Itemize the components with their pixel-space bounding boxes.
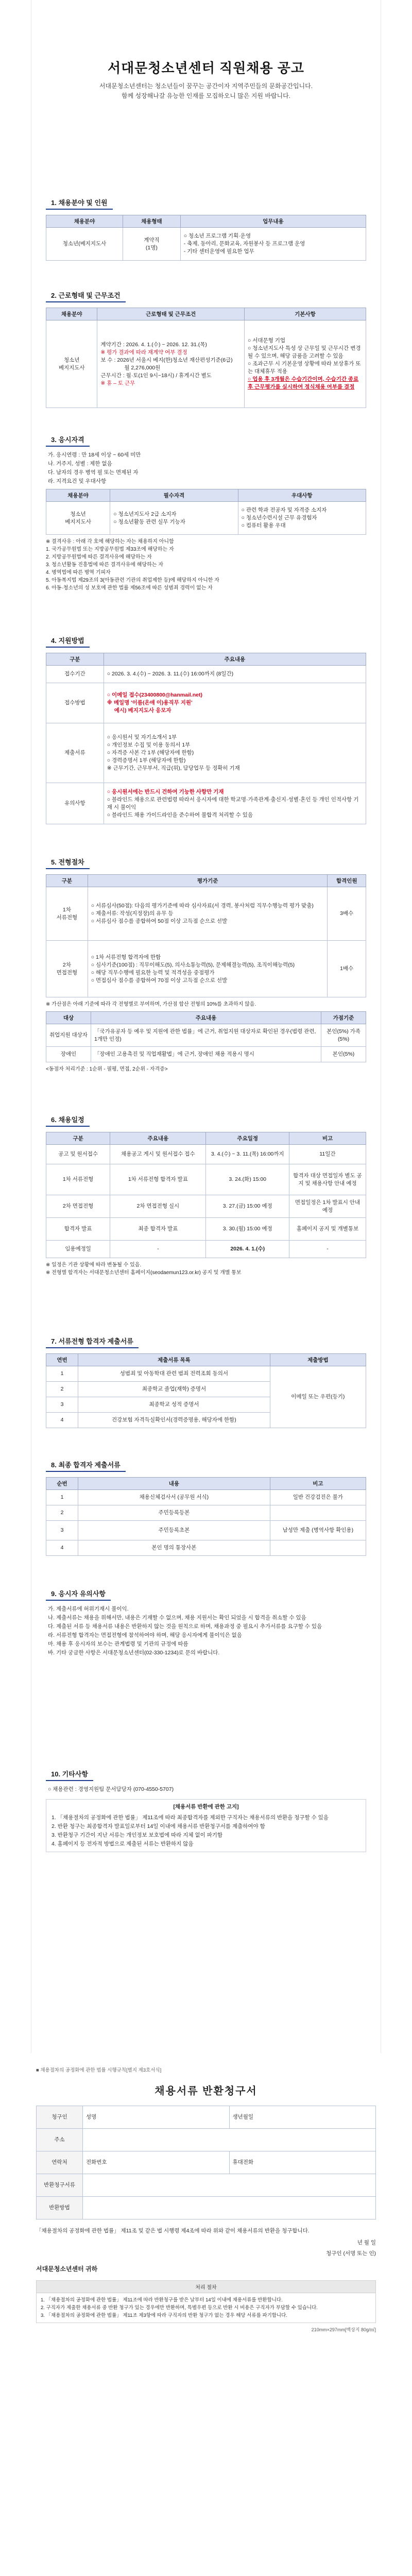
section-etc: 10. 기타사항 ○ 채용관련 : 경영지원팀 문서담당자 (070-4550-5707) [채용서류 반환에 관한 고지] 1. 「채용절차의 공정화에 관한 법률」 제11조에 따라 최종합격자를 제외한 구직자는 채용서류의 반환을 청구할 수 있음 2. 반환 청구는 최종합격자 발표일로부터 14일 이내에 채용서류 반환청구서를 제출하여야 함 3. 반환청구 기간이 지난 서류는 개인정보 보호법에 따라 지체 없이 파기함 4. 홈페이지 등 전자적 방법으로 제출된 서류는 반환하지 않음 <box>46 1767 366 1852</box>
section-cautions: 9. 응시자 유의사항 가. 제출서류에 허위기재시 불이익. 나. 제출서류는 채용을 위해서만, 내용은 기재할 수 없으며, 채용 지원서는 확인 되었을 시 합격을 취소할 수 있음 다. 제출된 서류 등 채용서류 내용은 반환하지 않는 것을 원칙으로 하며, 채용과정 중 필요시 추가서류를 요구할 수 있음 라. 서류전형 합격자는 면접전형에 참석하여야 하며, 해당 응시자에게 불이익은 없음 마. 채용 후 응시자의 보수는 관계법령 및 기관의 규정에 따름 바. 기타 궁금한 사항은 서대문청소년센터(02-330-1234)로 문의 바랍니다. <box>46 1587 366 1657</box>
intro-text: 서대문청소년센터는 청소년들이 꿈꾸는 공간이자 지역주민들의 문화공간입니다. 함께 성장해나갈 유능한 인재를 모집하오니 많은 지원 바랍니다. <box>99 82 313 99</box>
table-row: 공고 및 원서접수 채용공고 게시 및 원서접수 접수 3. 4.(수) ~ 3. 11.(목) 16:00까지 11일간 <box>46 1145 366 1164</box>
form-title: 채용서류 반환청구서 <box>154 2086 258 2097</box>
notice-sheet <box>31 0 381 2053</box>
disqualification-notes: ※ 결격사유 : 아래 각 호에 해당하는 자는 채용하지 아니함 1. 국가공무원법 또는 지방공무원법 제33조에 해당하는 자 2. 지방공무원법에 따른 결격사유에 해당하는 자 3. 청소년활동 진흥법에 따른 결격사유에 해당하는 자 4. 병역법에 따른 병역 기피자 5. 아동복지법 제29조의 3(아동관련 기관의 취업제한 등)에 해당하지 아니한 자 6. 아동·청소년의 성 보호에 관한 법률 제56조에 따른 성범죄 경력이 없는 자 <box>46 539 219 591</box>
recruit-type-cell: 계약직 (1명) <box>123 228 181 261</box>
table-row: 2차 면접전형 2차 면접전형 실시 3. 27.(금) 15:00 예정 면접일정은 1차 발표시 안내 예정 <box>46 1195 366 1218</box>
phone-field[interactable]: 전화번호 <box>83 2151 230 2174</box>
section-heading: 2. 근로형태 및 근무조건 <box>46 289 126 302</box>
section-qualifications <box>46 433 366 592</box>
conditions-table: 채용분야 근로형태 및 근무조건 기본사항 청소년 베지지도사 계약기간 : 2026. 4. 1.(수) ~ 2026. 12. 31.(목) ※ 평가 결과에 따라 재계약 여부 결정 보 수 : 2026년 서울시 베지(한)청소년 재산편성기준(6급) 월 2,276,000원 근무시간 : 월·토(1인 9시~18시) / 휴게시간 별도 ※ 휴 – 토 근무 ○ 서대문형 기업 ○ 청소년지도사 특성 상 근무일 및 근무시간 변경될 수 있으며, 해당 금품을 고려할 수 있음 ○ 조과근무 시 기본운영 상황에 따라 보상휴가 또는 대체휴무 적용 ○ 업용 후 3개월은 수습기간이며, 수습기간 종료 후 근무평가를 실시하여 정식채용 여부를 결정 <box>46 308 366 408</box>
section-heading: 5. 전형절차 <box>46 855 90 869</box>
section-conditions <box>46 289 366 408</box>
page-title: 서대문청소년센터 직원채용 공고 <box>107 60 305 76</box>
condition-field-cell: 청소년 베지지도사 <box>46 320 97 408</box>
doc-submit-table: 연번 제출서류 목록 제출방법 1 성범죄 및 아동학대 관련 범죄 전력조회 동의서 이메일 또는 우편(등기) 2 최종학교 졸업(재학) 증명서 3 최종학교 성적 증명서 4 건강보험 자격득실확인서(경력증명용, 해당자에 한함) <box>46 1353 366 1428</box>
recruit-field-cell: 청소년(베지지도사 <box>46 228 123 261</box>
form-footnotes: 1. 「채용절차의 공정화에 관한 법률」 제11조에 따라 반환청구를 받은 날부터 14일 이내에 채용서류를 반환합니다. 2. 구직자가 제출한 채용서류 중 반환 청구가 있는 경우에만 반환하며, 특별우편 등으로 반환 시 비용은 구직자가 부담할 수 있습니다. 3. 「채용절차의 공정화에 관한 법률」 제11조 제3항에 따라 구직자의 반환 청구가 없는 경우 해당 서류를 파기합니다. <box>36 2293 376 2323</box>
final-doc-table: 순번 내용 비고 1 채용신체검사서 (공무원 서식) 일반 건강검진은 불가 2 주민등록등본 3 주민등록초본 남성만 제출 (병역사항 확인용) 4 본인 명의 통장사본 <box>46 1477 366 1556</box>
return-request-form: ■ 채용절차의 공정화에 관한 법률 시행규칙[별지 제3호서식] 채용서류 반환청구서 청구인 성명 생년월일 주소 연락처 전화번호 휴대전화 반환청구서류 반환방법 「채용절차의 공정화에 관한 법률」 제11조 및 같은 법 시행령 제4조에 따라 위와 같이 채용서류의 반환을 청구합니다. 년 월 일 청구인 (서명 또는 인) 서대문청소년센터 귀하 처리 절차 1. 「채용절차의 공정화에 관한 법률」 제11조에 따라 반환청구를 받은 날부터 14일 이내에 채용서류를 반환합니다. 2. 구직자가 제출한 채용서류 중 반환 청구가 있는 경우에만 반환하며, 특별우편 등으로 반환 시 비용은 구직자가 부담할 수 있습니다. 3. 「채용절차의 공정화에 관한 법률」 제11조 제3항에 따라 구직자의 반환 청구가 없는 경우 해당 서류를 파기합니다. 210mm×297mm[백상지 80g/㎡] <box>36 2067 376 2332</box>
section-heading: 7. 서류전형 합격자 제출서류 <box>46 1334 139 1348</box>
address-field[interactable] <box>83 2129 376 2151</box>
table-row: 임용예정일 - 2026. 4. 1.(수) - <box>46 1241 366 1258</box>
signature-line: 청구인 (서명 또는 인) <box>326 2250 376 2257</box>
schedule-table: 구분 주요내용 주요일정 비고 공고 및 원서접수 채용공고 게시 및 원서접수 접수 3. 4.(수) ~ 3. 11.(목) 16:00까지 11일간 1차 서류전형 1차 서류전형 합격자 발표 3. 24.(화) 15:00 합격자 대상 면접일자 별도 공지 및 채용사항 안내 예정 2차 면접전형 2차 면접전형 실시 3. 27.(금) 15:00 예정 면접일정은 1차 발표시 안내 예정 합격자 발표 최종 합격자 발표 3. 30.(월) 15:00 예정 홈페이지 공지 및 개별통보 임용예정일 - 2026. 4. 1.(수) - <box>46 1132 366 1258</box>
table-row: 합격자 발표 최종 합격자 발표 3. 30.(월) 15:00 예정 홈페이지 공지 및 개별통보 <box>46 1218 366 1241</box>
section-doc-submit-1 <box>46 1334 366 1428</box>
section-heading: 3. 응시자격 <box>46 433 90 447</box>
section-schedule: 6. 채용일정 구분 주요내용 주요일정 비고 공고 및 원서접수 채용공고 게시 및 원서접수 접수 3. 4.(수) ~ 3. 11.(목) 16:00까지 11일간 1차 서류전형 1차 서류전형 합격자 발표 3. 24.(화) 15:00 합격자 대상 면접일자 별도 공지 및 채용사항 안내 예정 2차 면접전형 2차 면접전형 실시 3. 27.(금) 15:00 예정 면접일정은 1차 발표시 안내 예정 합격자 발표 최종 합격자 발표 3. 30.(월) 15:00 예정 홈페이지 공지 및 개별통보 임용예정일 - 2026. 4. 1.(수) - ※ 일정은 기관 상황에 따라 변동될 수 있음. ※ 전형별 합격자는 서대문청소년센터 홈페이지(seodaemun123.or.kr) 공지 및 개별 통보 <box>46 1113 366 1277</box>
return-notice-box: [채용서류 반환에 관한 고지] 1. 「채용절차의 공정화에 관한 법률」 제11조에 따라 최종합격자를 제외한 구직자는 채용서류의 반환을 청구할 수 있음 2. 반환 청구는 최종합격자 발표일로부터 14일 이내에 채용서류 반환청구서를 제출하여야 함 3. 반환청구 기간이 지난 서류는 개인정보 보호법에 따라 지체 없이 파기함 4. 홈페이지 등 전자적 방법으로 제출된 서류는 반환하지 않음 <box>46 1799 366 1852</box>
section-doc-submit-final <box>46 1458 366 1556</box>
section-selection-process: 5. 전형절차 구분 평가기준 합격인원 1차 서류전형 ○ 서류심사(50점): 다음의 평가기준에 따라 심사자료(서 경력, 봉사처럼 직무수행능력 평가 맞춤) ○ 제출서류: 작성(지정장)의 유무 등 ○ 서류심사 점수를 종합하여 50점 이상 고득점 순으로 선발 3배수 2차 면접전형 ○ 1차 서류전형 합격자에 한함 ○ 심사기준(100점) : 직무이해도(5), 의사소통능력(5), 문제해결능력(5), 조직이해능력(5) ○ 해당 직무수행에 필요한 능력 및 적격성을 중점평가 ○ 면접심사 점수를 종합하여 70점 이상 고득점 순으로 선발 1배수 ※ 가산점은 아래 기준에 따라 각 전형별로 부여하며, 가산점 합산 전형의 10%를 초과하지 않음. 대상 주요내용 가점기준 취업지원 대상자 「국가유공자 등 예우 및 지원에 관한 법률」에 근거, 취업지원 대상자로 확인된 경우(법령 관련, 1개만 인정) 본인(5%) 가족(5%) 장애인 「장애인 고용촉진 및 직업재활법」에 근거, 장애인 채용 적용시 명시 본인(5%) <동점자 처리기준 : 1순위 - 필평, 면접, 2순위 - 자격증> <box>46 855 366 1073</box>
qualification-lines: 가. 응시연령 : 만 18세 이상 ~ 60세 미만 나. 거주지, 성별 : 제한 없음 다. 남자의 경우 병역 필 또는 면제된 자 라. 지격요건 및 우대사항 <box>48 452 141 484</box>
mobile-field[interactable]: 휴대전화 <box>229 2151 376 2174</box>
apply-method-table: 구분 주요내용 접수기간 ○ 2026. 3. 4.(수) ~ 2026. 3. 11.(수) 16:00까지 (8일간) 접수방법 ○ 이메일 접수(23400800@hanmail.net) ※ 메일명 '이름(온애 이)용직무 지원' 예시) 베지지도사 응모자 제출서류 ○ 응시원서 및 자기소개서 1부 ○ 개인정보 수집 및 이용 동의서 1부 ○ 자격증 사본 각 1부 (해당자에 한함) ○ 경력증명서 1부 (해당자에 한함) ※ 근무기간, 근무부서, 직급(위), 담당업무 등 정확히 기재 유의사항 ○ 응시원서에는 반드시 건하여 기능한 사항만 기재 ○ 블라인드 채용으로 관련법령 따라서 응시자에 대한 학교명·가족관계·출신지·성별·혼인 등 개인 인적사항 기재 시 불이익 ○ 블라인드 채용 가이드라인을 준수하여 불합격 처리할 수 있음 <box>46 653 366 824</box>
selection-table: 구분 평가기준 합격인원 1차 서류전형 ○ 서류심사(50점): 다음의 평가기준에 따라 심사자료(서 경력, 봉사처럼 직무수행능력 평가 맞춤) ○ 제출서류: 작성(지정장)의 유무 등 ○ 서류심사 점수를 종합하여 50점 이상 고득점 순으로 선발 3배수 2차 면접전형 ○ 1차 서류전형 합격자에 한함 ○ 심사기준(100점) : 직무이해도(5), 의사소통능력(5), 문제해결능력(5), 조직이해능력(5) ○ 해당 직무수행에 필요한 능력 및 적격성을 중점평가 ○ 면접심사 점수를 종합하여 70점 이상 고득점 순으로 선발 1배수 <box>46 874 366 997</box>
condition-basic-cell: ○ 서대문형 기업 ○ 청소년지도사 특성 상 근무일 및 근무시간 변경될 수 있으며, 해당 금품을 고려할 수 있음 ○ 조과근무 시 기본운영 상황에 따라 보상휴가 또는 대체휴무 적용 ○ 업용 후 3개월은 수습기간이며, 수습기간 종료 후 근무평가를 실시하여 정식채용 여부를 결정 <box>245 320 366 408</box>
return-docs-field[interactable] <box>83 2174 376 2197</box>
section-heading: 9. 응시자 유의사항 <box>46 1587 111 1601</box>
section-heading: 4. 지원방법 <box>46 634 90 648</box>
qualification-table: 채용분야 필수자격 우대사항 청소년 베지지도사 ○ 청소년지도사 2급 소지자 ○ 청소년활동 관련 실무 기능자 ○ 관련 학과 전공자 및 자격증 소지자 ○ 청소년수련시설 근무 유경험자 ○ 컴퓨터 활용 우대 <box>46 489 366 535</box>
claimant-birth-field[interactable]: 생년월일 <box>229 2106 376 2129</box>
section-apply-method <box>46 634 366 824</box>
section-heading: 6. 채용일정 <box>46 1113 90 1127</box>
section-heading: 8. 최종 합격자 제출서류 <box>46 1458 126 1472</box>
condition-detail-cell: 계약기간 : 2026. 4. 1.(수) ~ 2026. 12. 31.(목) ※ 평가 결과에 따라 재계약 여부 결정 보 수 : 2026년 서울시 베지(한)청소년 재산편성기준(6급) 월 2,276,000원 근무시간 : 월·토(1인 9시~18시) / 휴게시간 별도 ※ 휴 – 토 근무 <box>97 320 245 408</box>
bonus-points-table: 대상 주요내용 가점기준 취업지원 대상자 「국가유공자 등 예우 및 지원에 관한 법률」에 근거, 취업지원 대상자로 확인된 경우(법령 관련, 1개만 인정) 본인(5%) 가족(5%) 장애인 「장애인 고용촉진 및 직업재활법」에 근거, 장애인 채용 적용시 명시 본인(5%) <box>46 1011 366 1062</box>
section-heading: 1. 채용분야 및 인원 <box>46 196 113 210</box>
recruit-table: 채용분야 채용형태 업무내용 청소년(베지지도사 계약직 (1명) ○ 청소년 프로그램 기획·운영 - 축제, 동아리, 문화교육, 자원봉사 등 프로그램 운영 - 기타 센터운영에 필요한 업무 <box>46 215 366 261</box>
form-table: 청구인 성명 생년월일 주소 연락처 전화번호 휴대전화 반환청구서류 반환방법 <box>36 2106 376 2219</box>
section-heading: 10. 기타사항 <box>46 1767 93 1781</box>
section-recruit-field <box>46 196 366 261</box>
recruit-tasks-cell: ○ 청소년 프로그램 기획·운영 - 축제, 동아리, 문화교육, 자원봉사 등 프로그램 운영 - 기타 센터운영에 필요한 업무 <box>180 228 366 261</box>
claimant-name-field[interactable]: 성명 <box>83 2106 230 2129</box>
return-method-field[interactable] <box>83 2197 376 2219</box>
table-row: 1차 서류전형 1차 서류전형 합격자 발표 3. 24.(화) 15:00 합격자 대상 면접일자 별도 공지 및 채용사항 안내 예정 <box>46 1164 366 1195</box>
